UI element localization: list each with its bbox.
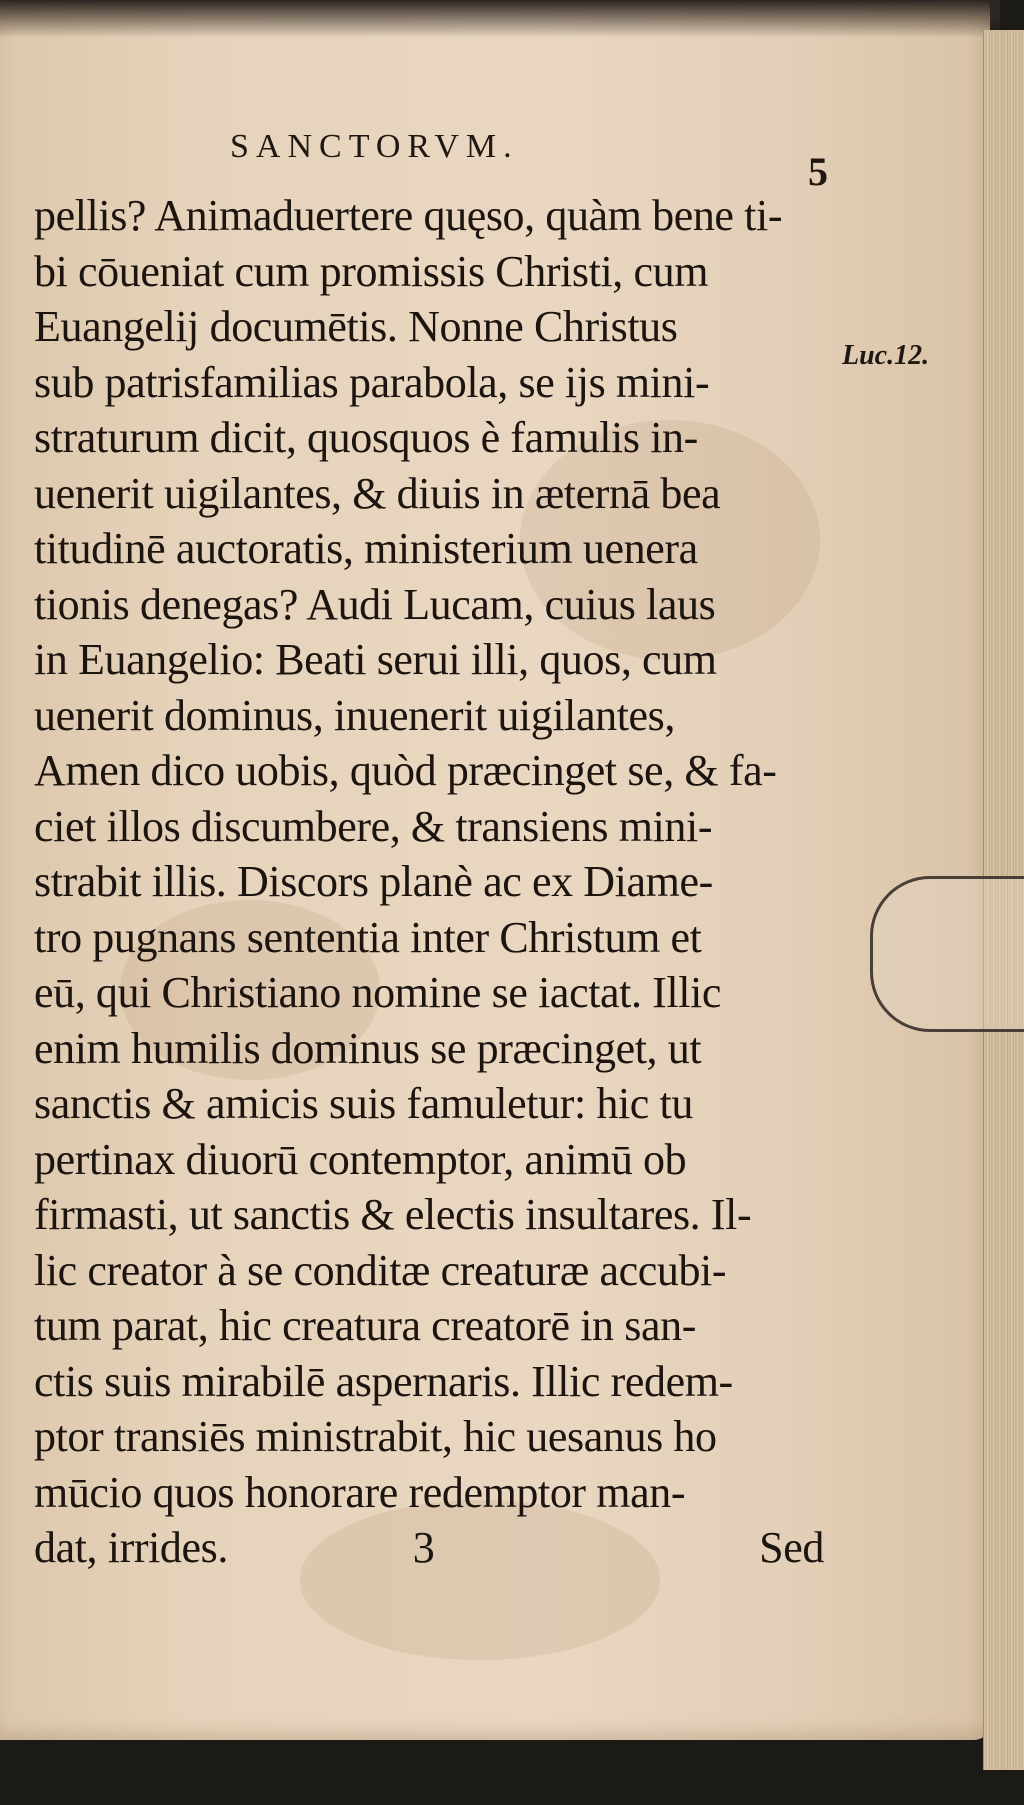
text-line: bi cōueniat cum promissis Christi, cum [34,246,709,296]
text-line: uenerit dominus, inuenerit uigilantes, [34,690,675,740]
text-line: enim humilis dominus se præcinget, ut [34,1023,702,1073]
last-text-line [34,1520,824,1576]
text-line: tionis denegas? Audi Lucam, cuius laus [34,579,716,629]
text-line: tum parat, hic creatura creatorē in san- [34,1301,696,1350]
text-line: pellis? Animaduertere quęso, quàm bene ti- [34,191,783,240]
text-line: pertinax diuorū contemptor, animū ob [34,1134,687,1184]
body-text [34,188,824,1576]
text-line: Euangelij documētis. Nonne Christus [34,302,678,351]
text-line: sanctis & amicis suis famuletur: hic tu [34,1079,693,1128]
text-line: straturum dicit, quosquos è famulis in- [34,413,698,462]
text-line: ptor transiēs ministrabit, hic uesanus ho [34,1412,717,1461]
text-line: titudinē auctoratis, ministerium uenera [34,524,698,573]
text-line: in Euangelio: Beati serui illi, quos, cum [34,635,717,684]
binding-shadow [0,0,1000,38]
text-line: ciet illos discumbere, & transiens mini- [34,801,713,851]
margin-note: Luc.12. [842,340,930,371]
text-line: firmasti, ut sanctis & electis insultares. Il- [34,1190,752,1239]
last-line-text: dat, irrides. [34,1523,228,1572]
text-line: Amen dico uobis, quòd præcinget se, & fa- [34,746,777,795]
folio-number: 5 [808,149,828,194]
text-line: sub patrisfamilias parabola, se ijs mini- [34,357,710,407]
text-line: eū, qui Christiano nomine se iactat. Illic [34,968,722,1017]
signature-mark: 3 [412,1523,435,1572]
bookmark-clip [870,876,1024,1032]
running-head: SANCTORVM. [230,128,519,165]
text-line: mūcio quos honorare redemptor man- [34,1467,686,1517]
text-line: lic creator à se conditæ creaturæ accubi- [34,1245,727,1295]
text-line: strabit illis. Discors planè ac ex Diame- [34,857,713,906]
text-line: uenerit uigilantes, & diuis in æternā bea [34,468,721,518]
text-line: ctis suis mirabilē aspernaris. Illic redem- [34,1356,733,1406]
text-line: tro pugnans sententia inter Christum et [34,912,702,962]
catchword: Sed [759,1523,824,1572]
